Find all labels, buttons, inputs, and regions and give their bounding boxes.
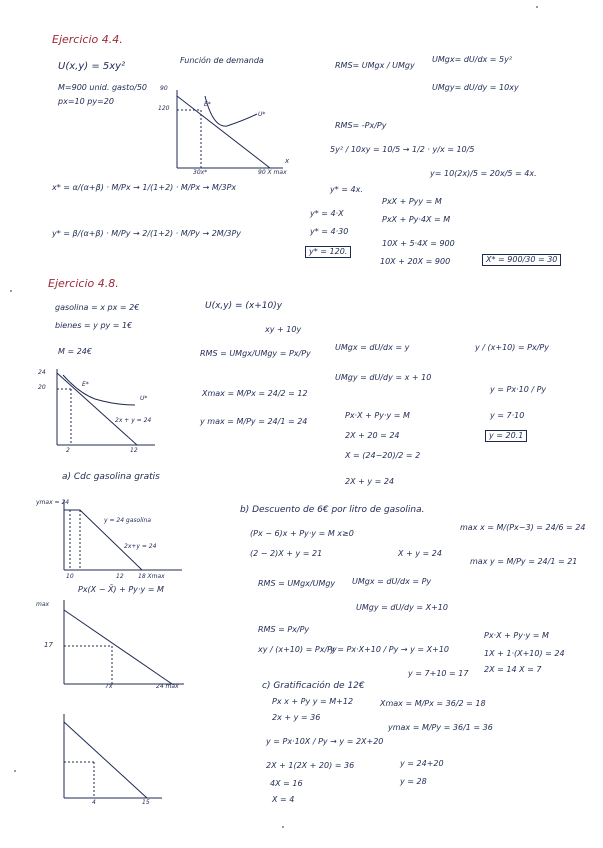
ex48-bf2: y = Px·X+10 / Py → y = X+10 <box>330 645 450 654</box>
ex48-brms: RMS = UMgx/UMgy <box>258 579 336 588</box>
ex44-xstar: x* = α/(α+β) · M/Px → 1/(1+2) · M/Px → M/3Px <box>52 183 237 192</box>
scan-speck <box>14 770 16 772</box>
ex48-ce1: y = 24+20 <box>400 759 444 768</box>
ex48-rms: RMS = UMgx/UMgy = Px/Py <box>200 349 311 358</box>
ex48-brms-2: RMS = Px/Py <box>258 625 310 634</box>
ex48-gA-24: 24 <box>38 369 46 376</box>
ex48-bp3: 2X = 14 X = 7 <box>484 665 542 674</box>
scan-speck <box>10 290 12 292</box>
ex44-s4: y* = 120. <box>305 246 351 258</box>
ex48-cc2: 2x + y = 36 <box>272 713 321 722</box>
ex48-graph-a-indiff <box>63 375 135 405</box>
ex48-b3: X + y = 24 <box>398 549 442 558</box>
ex48-b1: (Px − 6)x + Py·y = M x≥0 <box>250 529 354 538</box>
ex48-gD-4: 4 <box>92 799 96 806</box>
ex48-l2: bienes = y py = 1€ <box>55 321 133 330</box>
ex48-gA-line: 2x + y = 24 <box>115 417 152 424</box>
ex48-bumgx: UMgx = dU/dx = Py <box>352 577 432 586</box>
ex44-given-2: px=10 py=20 <box>58 97 114 106</box>
ex48-gA-ustar: U* <box>140 395 148 402</box>
ex48-bf1: xy / (x+10) = Px/Py <box>258 645 337 654</box>
ex44-b4: 10X + 20X = 900 <box>380 257 451 266</box>
ex48-gA-12: 12 <box>130 447 138 454</box>
ex44-g-ytick: 120 <box>158 105 170 112</box>
ex48-cc1: Px x + Py y = M+12 <box>272 697 354 706</box>
ex44-indifference-curve <box>205 96 257 126</box>
ex48-gC-17: 17 <box>44 641 53 649</box>
ex44-xres: X* = 900/30 = 30 <box>482 254 561 266</box>
ex48-gA-estar: E* <box>82 381 89 388</box>
ex48-graph-c-budget <box>64 610 172 684</box>
ex44-title: Ejercicio 4.4. <box>52 33 123 46</box>
ex48-c1: Px·X + Py·y = M <box>345 411 410 420</box>
ex48-b2: (2 − 2)X + y = 21 <box>250 549 323 558</box>
ex44-umgx: UMgx= dU/dx = 5y² <box>432 55 513 64</box>
ex48-cxm: Xmax = M/Px = 36/2 = 18 <box>380 699 486 708</box>
ex48-c2: 2X + 20 = 24 <box>345 431 400 440</box>
ex48-ysol: y = Px·10 / Py <box>490 385 547 394</box>
ex44-umgy: UMgy= dU/dy = 10xy <box>432 83 519 92</box>
ex48-umgy: UMgy = dU/dy = x + 10 <box>335 373 432 382</box>
ex44-utility: U(x,y) = 5xy² <box>58 61 126 72</box>
ex44-subtitle: Función de demanda <box>180 56 264 65</box>
scan-speck <box>536 6 538 8</box>
ex48-part-b: b) Descuento de 6€ por litro de gasolina. <box>240 505 425 515</box>
ex48-umgx: UMgx = dU/dx = y <box>335 343 410 352</box>
ex48-bf3: y = 7+10 = 17 <box>408 669 469 678</box>
ex44-s1: y* = 4x. <box>330 185 363 194</box>
ex48-gD-15: 15 <box>142 799 150 806</box>
ex48-cd4: X = 4 <box>272 795 295 804</box>
ex44-g-x: x <box>285 157 290 165</box>
ex48-gB-x2: 12 <box>116 573 124 580</box>
ex48-graph-b <box>52 498 192 578</box>
ex48-gB-x1: 10 <box>66 573 74 580</box>
ex48-utility-2: xy + 10y <box>265 325 302 334</box>
ex48-cym: ymax = M/Py = 36/1 = 36 <box>388 723 493 732</box>
ex44-budget-line <box>177 96 270 168</box>
ex48-graph-d-budget <box>64 722 147 798</box>
ex48-l1: gasolina = x px = 2€ <box>55 303 140 312</box>
ex48-title: Ejercicio 4.8. <box>48 277 119 290</box>
ex48-ce2: y = 28 <box>400 777 427 786</box>
ex48-gA-2: 2 <box>66 447 70 454</box>
ex44-rms: RMS= UMgx / UMgy <box>335 61 415 70</box>
ex44-s3: y* = 4·30 <box>310 227 349 236</box>
ex48-graph-a-budget <box>57 373 137 445</box>
ex48-cd3: 4X = 16 <box>270 779 303 788</box>
ex48-bmy: max y = M/Py = 24/1 = 21 <box>470 557 578 566</box>
ex44-b3: 10X + 5·4X = 900 <box>382 239 455 248</box>
ex48-gB-y24: y = 24 gasolina <box>104 517 152 524</box>
ex48-bp1: Px·X + Py·y = M <box>484 631 549 640</box>
ex44-given-1: M=900 unid. gasto/50 <box>58 83 147 92</box>
ex48-part-a: a) Cdc gasolina gratis <box>62 472 160 482</box>
ex44-ystar: y* = β/(α+β) · M/Py → 2/(1+2) · M/Py → 2M/3Py <box>52 229 242 238</box>
ex48-gC-7: 7x <box>105 683 113 690</box>
ex48-cd1: y = Px·10X / Py → y = 2X+20 <box>266 737 384 746</box>
ex48-graph-c <box>52 598 192 690</box>
ex48-c4: 2X + y = 24 <box>345 477 395 486</box>
ex44-g-xmax: 90 X max <box>258 169 287 176</box>
ex48-gB-eq: Px(X − X̄) + Py·y = M <box>78 585 164 594</box>
ex48-graph-d <box>52 712 172 804</box>
ex44-rms-2: RMS= -Px/Py <box>335 121 387 130</box>
ex44-g-ustar: U* <box>258 111 266 118</box>
scan-speck <box>282 826 284 828</box>
ex48-gB-x3: 18 Xmax <box>138 573 165 580</box>
ex48-gC-24: 24 max <box>156 683 179 690</box>
ex48-l3: M = 24€ <box>58 347 92 356</box>
ex48-bmx: max x = M/(Px−3) = 24/6 = 24 <box>460 523 586 532</box>
ex44-b2: PxX + Py·4X = M <box>382 215 451 224</box>
ex48-bumgy: UMgy = dU/dy = X+10 <box>356 603 448 612</box>
ex44-graph <box>165 88 295 178</box>
ex44-g-estar: E* <box>204 101 211 108</box>
ex44-g-xtick: 30x* <box>193 169 208 176</box>
ex48-y201: y = 20.1 <box>485 430 527 442</box>
ex48-part-c: c) Gratificación de 12€ <box>262 681 365 691</box>
ex48-gB-line: 2x+y = 24 <box>124 543 157 550</box>
ex48-utility: U(x,y) = (x+10)y <box>205 301 283 311</box>
ex48-y710: y = 7·10 <box>490 411 525 420</box>
ex48-ymax: y max = M/Py = 24/1 = 24 <box>200 417 308 426</box>
ex48-gB-ymax: ymax = 24 <box>36 499 70 506</box>
ex44-s2: y* = 4·X <box>310 209 344 218</box>
ex44-chain-2: y= 10(2x)/5 = 20x/5 = 4x. <box>430 169 537 178</box>
ex48-cd2: 2X + 1(2X + 20) = 36 <box>266 761 355 770</box>
ex48-frac: y / (x+10) = Px/Py <box>475 343 549 352</box>
ex44-b1: PxX + Pyy = M <box>382 197 442 206</box>
ex48-xmax: Xmax = M/Px = 24/2 = 12 <box>202 389 308 398</box>
ex48-graph-a <box>45 365 165 455</box>
ex48-gC-max: max <box>36 601 50 608</box>
ex48-c3: X = (24−20)/2 = 2 <box>345 451 421 460</box>
ex48-gA-20: 20 <box>38 384 46 391</box>
ex44-g-y2: 90 <box>160 85 168 92</box>
ex48-bp2: 1X + 1·(X+10) = 24 <box>484 649 565 658</box>
ex44-chain-1: 5y² / 10xy = 10/5 → 1/2 · y/x = 10/5 <box>330 145 475 154</box>
